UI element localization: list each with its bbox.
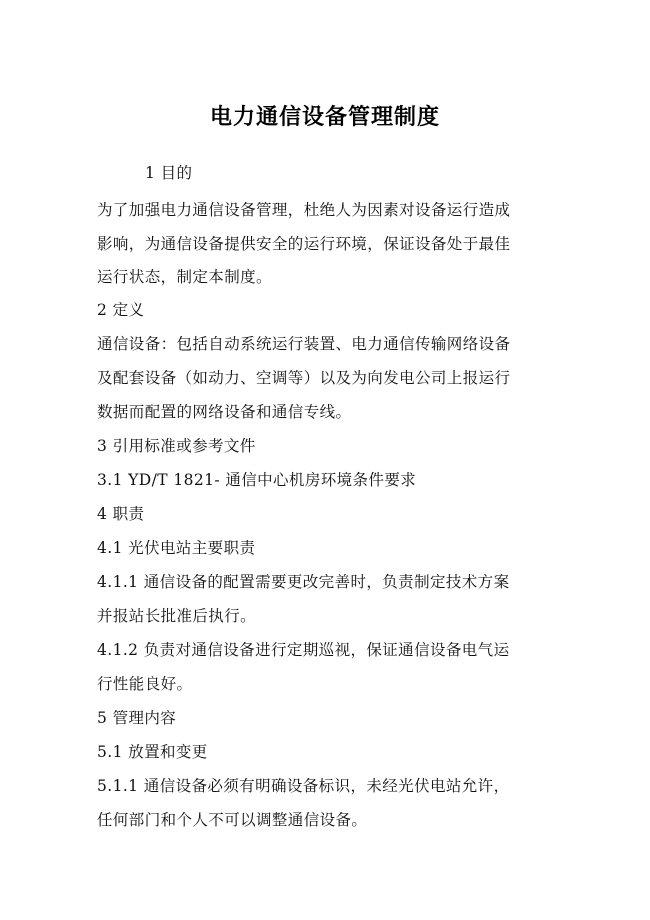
section-heading-management: 5 管理内容 bbox=[97, 709, 177, 727]
section-heading-references: 3 引用标准或参考文件 bbox=[97, 437, 256, 455]
paragraph-line: 行性能良好。 bbox=[97, 675, 193, 693]
paragraph-line: 3.1 YD/T 1821- 通信中心机房环境条件要求 bbox=[97, 471, 417, 489]
paragraph-line: 为了加强电力通信设备管理，杜绝人为因素对设备运行造成 bbox=[97, 201, 511, 219]
paragraph-line: 通信设备：包括自动系统运行装置、电力通信传输网络设备 bbox=[97, 335, 511, 353]
paragraph-line: 及配套设备（如动力、空调等）以及为向发电公司上报运行 bbox=[97, 369, 511, 387]
paragraph-line: 任何部门和个人不可以调整通信设备。 bbox=[97, 811, 368, 829]
paragraph-line: 4.1.2 负责对通信设备进行定期巡视，保证通信设备电气运 bbox=[97, 641, 510, 659]
document-title: 电力通信设备管理制度 bbox=[209, 105, 440, 130]
subsection-heading: 5.1 放置和变更 bbox=[97, 743, 208, 761]
paragraph-line: 5.1.1 通信设备必须有明确设备标识，未经光伏电站允许， bbox=[97, 777, 510, 795]
paragraph-line: 数据而配置的网络设备和通信专线。 bbox=[97, 403, 352, 421]
section-heading-purpose: 1 目的 bbox=[145, 164, 193, 182]
subsection-heading: 4.1 光伏电站主要职责 bbox=[97, 539, 256, 557]
paragraph-line: 并报站长批准后执行。 bbox=[97, 607, 257, 625]
paragraph-line: 运行状态，制定本制度。 bbox=[97, 268, 272, 286]
paragraph-line: 4.1.1 通信设备的配置需要更改完善时，负责制定技术方案 bbox=[97, 573, 510, 591]
section-heading-definition: 2 定义 bbox=[97, 301, 145, 319]
section-heading-duties: 4 职责 bbox=[97, 505, 145, 523]
paragraph-line: 影响，为通信设备提供安全的运行环境，保证设备处于最佳 bbox=[97, 235, 511, 253]
